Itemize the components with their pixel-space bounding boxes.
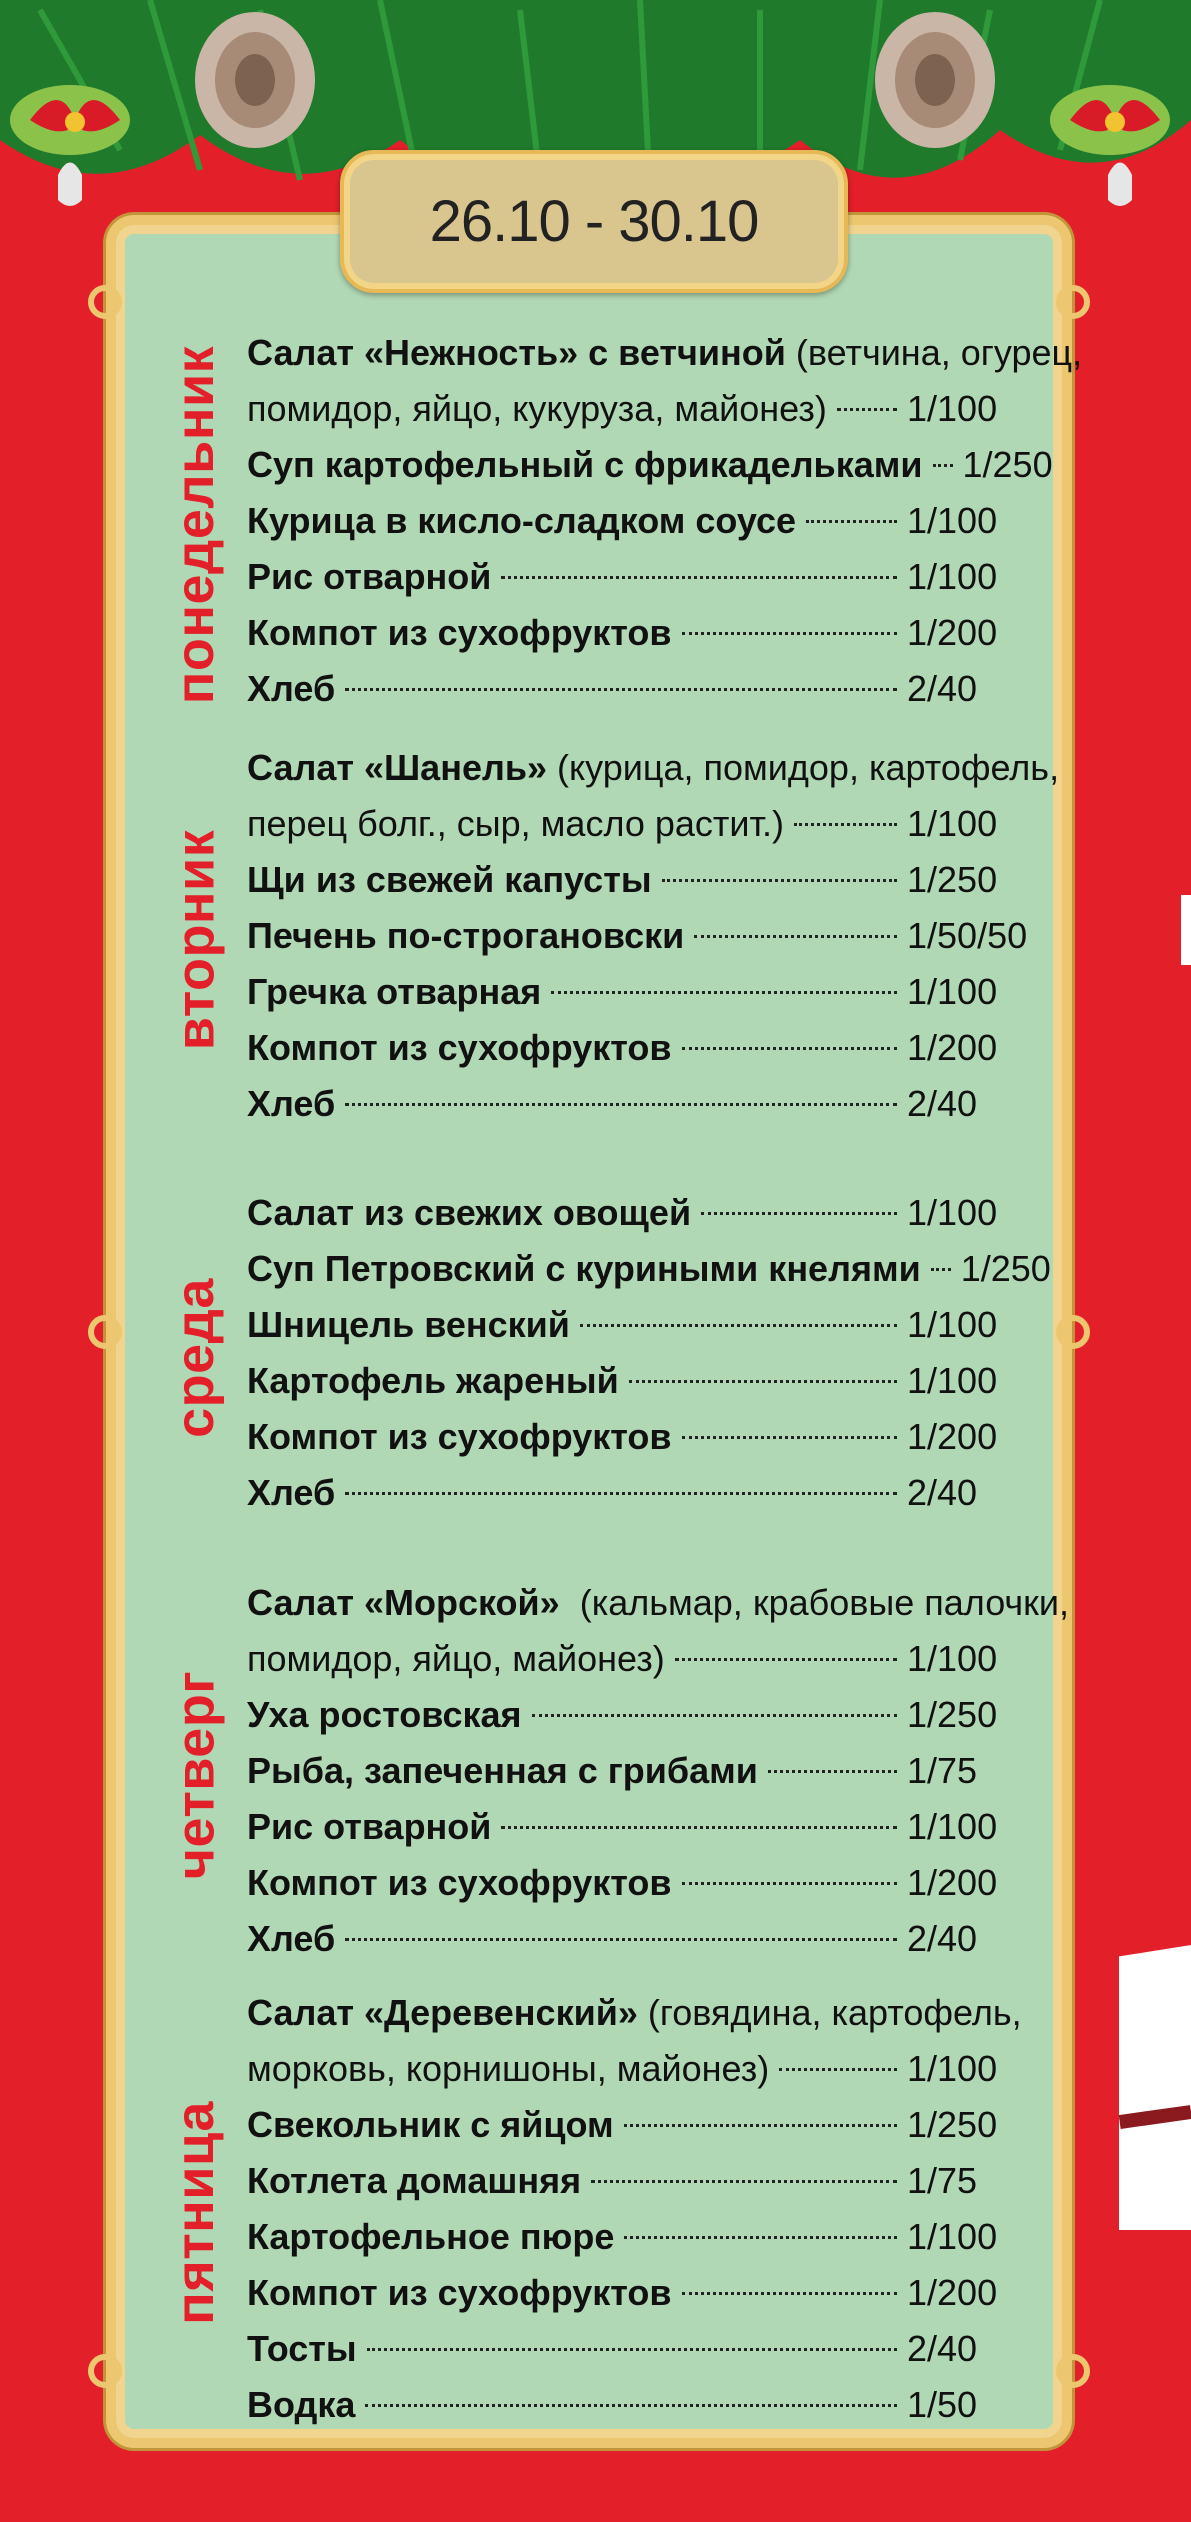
menu-item: Хлеб 2/40 bbox=[247, 668, 978, 709]
menu-item: морковь, корнишоны, майонез) 1/100 bbox=[247, 2048, 998, 2089]
menu-item: Картофельное пюре 1/100 bbox=[247, 2216, 998, 2257]
pinecone-right-icon bbox=[875, 12, 995, 148]
menu-item: Хлеб 2/40 bbox=[247, 1472, 978, 1513]
menu-item: Салат «Деревенский» (говядина, картофель, bbox=[247, 1992, 1022, 2033]
menu-item: Салат «Морской» (кальмар, крабовые палочки, bbox=[247, 1582, 1070, 1623]
menu-list bbox=[247, 1185, 1051, 1521]
paper-edge-top bbox=[1181, 895, 1191, 965]
menu-item: Рыба, запеченная с грибами 1/75 bbox=[247, 1750, 978, 1791]
menu-list bbox=[247, 740, 1060, 1132]
menu-panel bbox=[106, 215, 1083, 2448]
ornament-bell-right-icon bbox=[1108, 163, 1132, 207]
menu-item: Суп картофельный с фрикадельками 1/250 bbox=[247, 444, 1053, 485]
frame-curl-ornament bbox=[1056, 285, 1090, 319]
menu-item: помидор, яйцо, кукуруза, майонез) 1/100 bbox=[247, 388, 998, 429]
menu-item: Печень по-строгановски 1/50/50 bbox=[247, 915, 1028, 956]
day-label: среда bbox=[165, 1277, 226, 1438]
menu-item: Курица в кисло-сладком соусе 1/100 bbox=[247, 500, 998, 541]
menu-item: Салат из свежих овощей 1/100 bbox=[247, 1192, 998, 1233]
paper-edge-bottom bbox=[1119, 1945, 1191, 2230]
menu-item: Компот из сухофруктов 1/200 bbox=[247, 612, 998, 653]
menu-item: Хлеб 2/40 bbox=[247, 1083, 978, 1124]
menu-list bbox=[247, 325, 1083, 717]
menu-list bbox=[247, 1985, 1027, 2433]
ornament-bell-left-icon bbox=[58, 163, 82, 207]
menu-item: Салат «Шанель» (курица, помидор, картофель, bbox=[247, 747, 1060, 788]
day-section-friday bbox=[116, 1985, 1082, 2445]
menu-item: Рис отварной 1/100 bbox=[247, 1806, 998, 1847]
menu-item: Свекольник с яйцом 1/250 bbox=[247, 2104, 998, 2145]
day-section-tuesday bbox=[116, 740, 1082, 1150]
menu-list bbox=[247, 1575, 1070, 1967]
day-label: понедельник bbox=[165, 345, 225, 705]
menu-item: Тосты 2/40 bbox=[247, 2328, 978, 2369]
menu-item: Суп Петровский с куриными кнелями 1/250 bbox=[247, 1248, 1051, 1289]
day-label: пятница bbox=[165, 2100, 225, 2325]
menu-item: Компот из сухофруктов 1/200 bbox=[247, 1862, 998, 1903]
date-range-plate bbox=[340, 150, 848, 293]
frame-curl-ornament bbox=[88, 285, 122, 319]
pinecone-left-icon bbox=[195, 12, 315, 148]
day-section-thursday bbox=[116, 1575, 1082, 1985]
menu-item: Салат «Нежность» с ветчиной (ветчина, огурец, bbox=[247, 332, 1083, 373]
date-range: 26.10 - 30.10 bbox=[429, 189, 759, 254]
menu-item: Хлеб 2/40 bbox=[247, 1918, 978, 1959]
day-label: четверг bbox=[165, 1670, 225, 1880]
menu-item: Щи из свежей капусты 1/250 bbox=[247, 859, 998, 900]
day-label: вторник bbox=[165, 829, 225, 1051]
menu-item: Компот из сухофруктов 1/200 bbox=[247, 2272, 998, 2313]
menu-item: Котлета домашняя 1/75 bbox=[247, 2160, 978, 2201]
menu-item: Шницель венский 1/100 bbox=[247, 1304, 998, 1345]
menu-item: Компот из сухофруктов 1/200 bbox=[247, 1027, 998, 1068]
menu-item: Гречка отварная 1/100 bbox=[247, 971, 998, 1012]
menu-item: Уха ростовская 1/250 bbox=[247, 1694, 998, 1735]
menu-item: Рис отварной 1/100 bbox=[247, 556, 998, 597]
menu-item: помидор, яйцо, майонез) 1/100 bbox=[247, 1638, 998, 1679]
day-section-wednesday bbox=[116, 1185, 1082, 1545]
menu-item: Водка 1/50 bbox=[247, 2384, 978, 2425]
menu-item: Компот из сухофруктов 1/200 bbox=[247, 1416, 998, 1457]
menu-item: Картофель жареный 1/100 bbox=[247, 1360, 998, 1401]
day-section-monday bbox=[116, 325, 1082, 735]
menu-item: перец болг., сыр, масло растит.) 1/100 bbox=[247, 803, 998, 844]
